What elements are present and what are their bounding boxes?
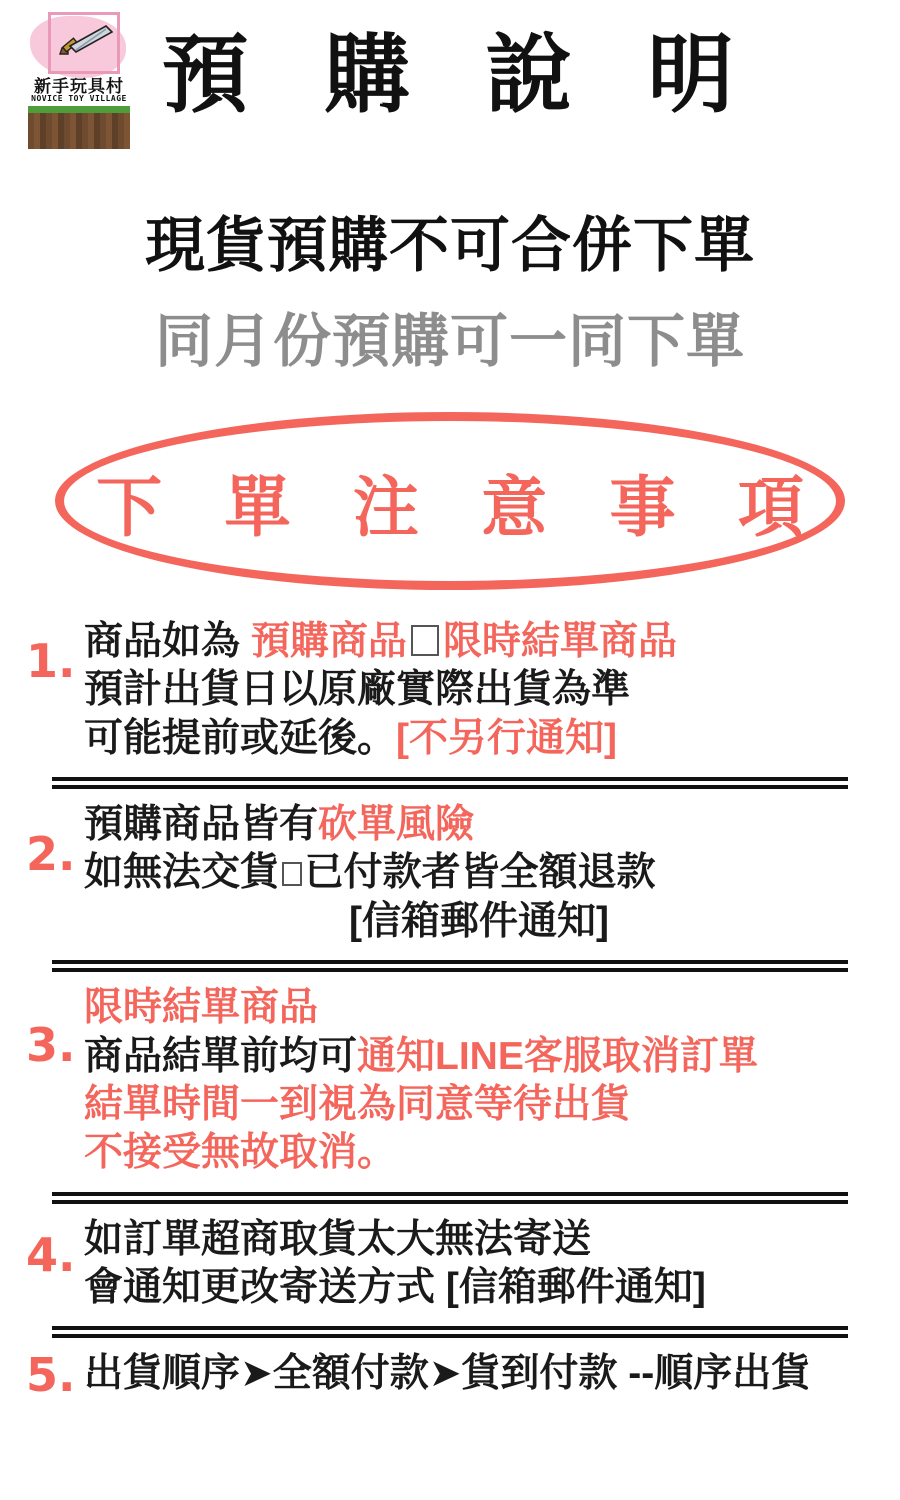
notice-item-body: [84, 982, 874, 1177]
logo-ground-decoration: [28, 106, 130, 149]
body-text: 出貨順序: [84, 1352, 241, 1396]
notice-banner: [55, 412, 845, 590]
notice-item-number: 1.: [26, 634, 76, 688]
body-text: ➤: [240, 1352, 273, 1396]
body-text: [信箱郵件通知]: [349, 899, 609, 943]
notice-line: [84, 618, 874, 666]
notice-line: [84, 1129, 874, 1177]
body-text: 全額付款: [272, 1352, 429, 1396]
notice-item: [26, 799, 874, 952]
body-text: 預購商品皆有: [84, 803, 319, 847]
notice-item: [26, 616, 874, 769]
notice-line: [84, 801, 874, 849]
notice-item: [26, 982, 874, 1183]
notice-item-number: 3.: [26, 1018, 76, 1073]
notice-list: [0, 616, 900, 1405]
highlight-text: 預購商品: [250, 620, 407, 663]
highlight-text: 通知LINE客服取消訂單: [357, 1034, 758, 1078]
notice-item-body: [84, 1348, 874, 1398]
notice-item-body: [84, 1214, 874, 1313]
notice-line: [84, 1033, 874, 1081]
section-divider: [52, 960, 848, 972]
notice-line: [84, 1264, 874, 1312]
notice-item-number: 5.: [26, 1348, 76, 1403]
highlight-text: 砍單風險: [318, 803, 475, 847]
highlight-text: 結單時間一到視為同意等待出貨: [84, 1082, 631, 1126]
highlight-text: [不另行通知]: [396, 716, 617, 760]
body-text: 會通知更改寄送方式: [84, 1265, 446, 1309]
square-glyph-icon: [282, 862, 302, 886]
highlight-text: 不接受無故取消。: [84, 1131, 397, 1175]
notice-line: [84, 1216, 874, 1264]
square-glyph-icon: [411, 625, 439, 656]
section-divider: [52, 1326, 848, 1338]
notice-item-number: 2.: [26, 827, 76, 882]
logo-brand-cn: 新手玩具村: [34, 77, 124, 96]
notice-line: [84, 984, 874, 1032]
highlight-text: 限時結單商品: [84, 986, 319, 1030]
notice-item-body: [84, 616, 874, 763]
notice-line: [84, 1081, 874, 1129]
notice-item: [26, 1348, 874, 1404]
sword-icon: [54, 24, 116, 60]
brand-logo: [20, 10, 138, 140]
body-text: 已付款者皆全額退款: [304, 851, 656, 895]
highlight-text: 限時結單商品: [442, 620, 677, 663]
notice-item: [26, 1214, 874, 1319]
body-text: 如訂單超商取貨太大無法寄送: [84, 1217, 592, 1261]
body-text: ➤: [428, 1352, 462, 1396]
section-divider: [52, 777, 848, 789]
notice-line: [84, 898, 874, 946]
body-text: 商品如為: [84, 620, 251, 663]
notice-line: [84, 666, 874, 714]
body-text: 貨到付款 --順序出貨: [461, 1352, 811, 1396]
notice-item-body: [84, 799, 874, 946]
section-divider: [52, 1192, 848, 1204]
body-text: 如無法交貨: [84, 851, 280, 895]
body-text: 商品結單前均可: [84, 1034, 358, 1078]
subheading-primary: 現貨預購不可合併下單: [145, 212, 755, 279]
notice-item-number: 4.: [26, 1227, 76, 1282]
notice-banner-label: 下 單 注 意 事 項: [96, 469, 826, 544]
notice-line: [84, 1350, 874, 1398]
subheading-secondary: 同月份預購可一同下單: [154, 309, 745, 374]
page-title: 預 購 說 明: [162, 27, 760, 123]
body-text: 可能提前或延後。: [84, 716, 397, 760]
body-text: 預計出貨日以原廠實際出貨為準: [84, 668, 631, 712]
notice-line: [84, 849, 874, 897]
logo-brand-en: NOVICE TOY VILLAGE: [31, 94, 127, 103]
page-header: [0, 0, 900, 140]
body-text: [信箱郵件通知]: [445, 1265, 706, 1309]
notice-line: [84, 715, 874, 763]
